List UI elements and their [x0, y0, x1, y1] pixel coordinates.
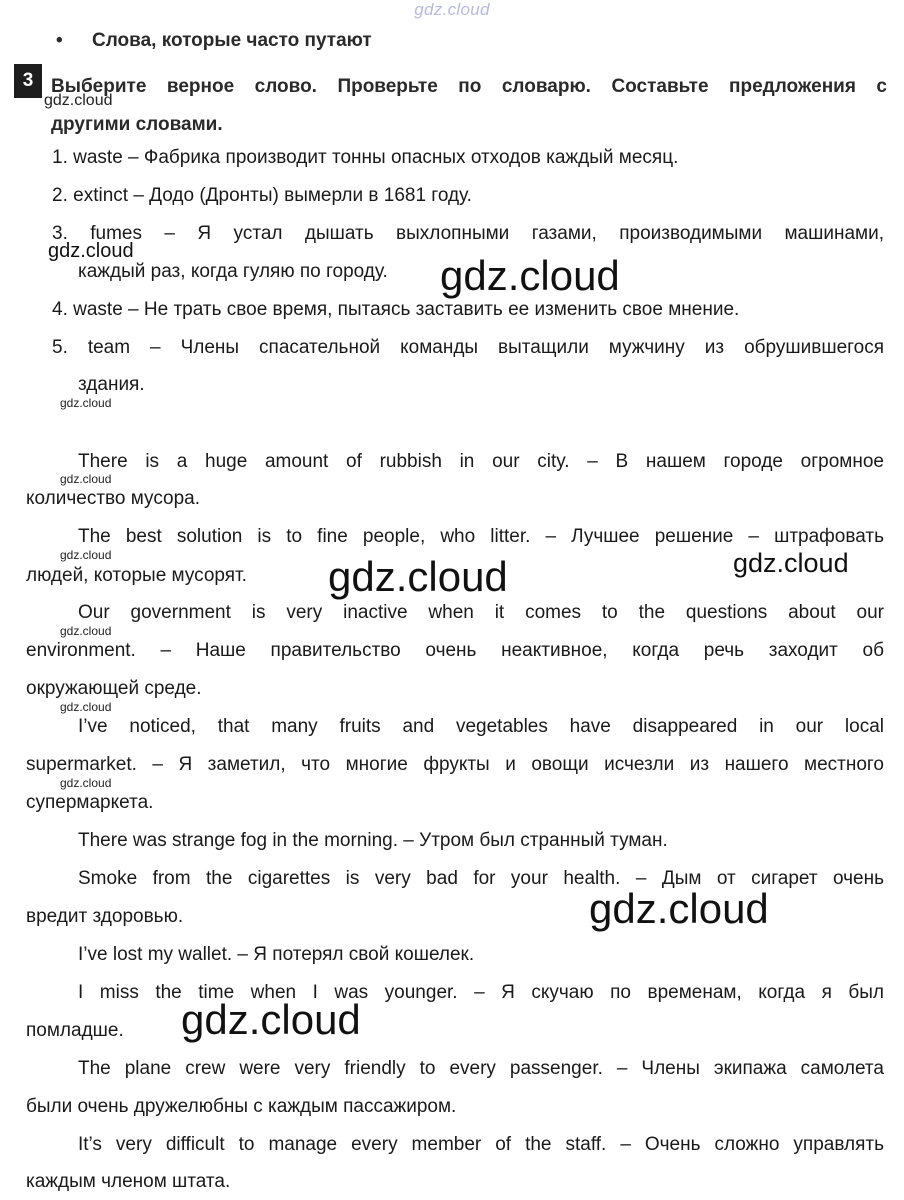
sentence-6-cont: вредит здоровью.	[26, 906, 184, 927]
watermark-small: gdz.cloud	[60, 396, 112, 410]
sentence-10-cont: каждым членом штата.	[26, 1171, 231, 1192]
answer-item-3-cont: каждый раз, когда гуляю по городу.	[78, 261, 388, 282]
sentence-3-cont2: окружающей среде.	[26, 678, 202, 699]
task-instruction	[51, 68, 887, 144]
sentence-8-cont: помладше.	[26, 1020, 124, 1041]
watermark-medium: gdz.cloud	[48, 240, 134, 262]
sentence-8: I miss the time when I was younger. – Я скучаю по временам, когда я был	[78, 982, 884, 1003]
watermark-small: gdz.cloud	[60, 776, 112, 790]
sentence-7: I’ve lost my wallet. – Я потерял свой кошелек.	[78, 944, 475, 965]
task-instruction-line2: другими словами.	[51, 114, 223, 135]
watermark-small: gdz.cloud	[60, 472, 112, 486]
answer-item-5: 5. team – Члены спасательной команды вытащили мужчину из обрушившегося	[52, 337, 884, 358]
watermark-large: gdz.cloud	[181, 996, 361, 1043]
watermark-large: gdz.cloud	[589, 885, 769, 932]
sentence-9: The plane crew were very friendly to every passenger. – Члены экипажа самолета	[78, 1058, 884, 1079]
sentence-6: Smoke from the cigarettes is very bad for your health. – Дым от сигарет очень	[78, 868, 884, 889]
answer-item-3: 3. fumes – Я устал дышать выхлопными газами, производимыми машинами,	[52, 223, 884, 244]
answer-item-2: 2. extinct – Додо (Дронты) вымерли в 1681 году.	[52, 185, 472, 206]
sentence-2-cont: людей, которые мусорят.	[26, 565, 247, 586]
sentence-2: The best solution is to fine people, who litter. – Лучшее решение – штрафовать	[78, 526, 884, 547]
task-number-badge: 3	[14, 64, 42, 98]
sentence-4-cont2: супермаркета.	[26, 792, 154, 813]
task-instruction-line1: Выберите верное слово. Проверьте по словарю. Составьте предложения с	[51, 76, 887, 97]
watermark-top: gdz.cloud	[414, 0, 490, 19]
sentence-10: It’s very difficult to manage every member of the staff. – Очень сложно управлять	[78, 1134, 884, 1155]
sentence-4: I’ve noticed, that many fruits and vegetables have disappeared in our local	[78, 716, 884, 737]
watermark-large: gdz.cloud	[328, 553, 508, 600]
bullet-icon: •	[56, 30, 63, 51]
watermark-small: gdz.cloud	[60, 700, 112, 714]
watermark-small: gdz.cloud	[44, 92, 113, 109]
answer-item-5-cont: здания.	[78, 374, 145, 395]
watermark-medium: gdz.cloud	[733, 548, 849, 578]
watermark-large: gdz.cloud	[440, 252, 620, 299]
sentence-3: Our government is very inactive when it comes to the questions about our	[78, 602, 884, 623]
sentence-3-cont: environment. – Наше правительство очень неактивное, когда речь заходит об	[26, 640, 884, 661]
answer-item-1: 1. waste – Фабрика производит тонны опасных отходов каждый месяц.	[52, 147, 679, 168]
sentence-1: There is a huge amount of rubbish in our city. – В нашем городе огромное	[78, 451, 884, 472]
sentence-9-cont: были очень дружелюбны с каждым пассажиром.	[26, 1096, 457, 1117]
section-heading	[56, 30, 372, 52]
watermark-small: gdz.cloud	[60, 548, 112, 562]
sentence-4-cont: supermarket. – Я заметил, что многие фрукты и овощи исчезли из нашего местного	[26, 754, 884, 775]
watermark-small: gdz.cloud	[60, 624, 112, 638]
answer-item-4: 4. waste – Не трать свое время, пытаясь заставить ее изменить свое мнение.	[52, 299, 740, 320]
sentence-1-cont: количество мусора.	[26, 488, 201, 509]
sentence-5: There was strange fog in the morning. – Утром был странный туман.	[78, 830, 668, 851]
section-heading-text: Слова, которые часто путают	[92, 30, 372, 51]
